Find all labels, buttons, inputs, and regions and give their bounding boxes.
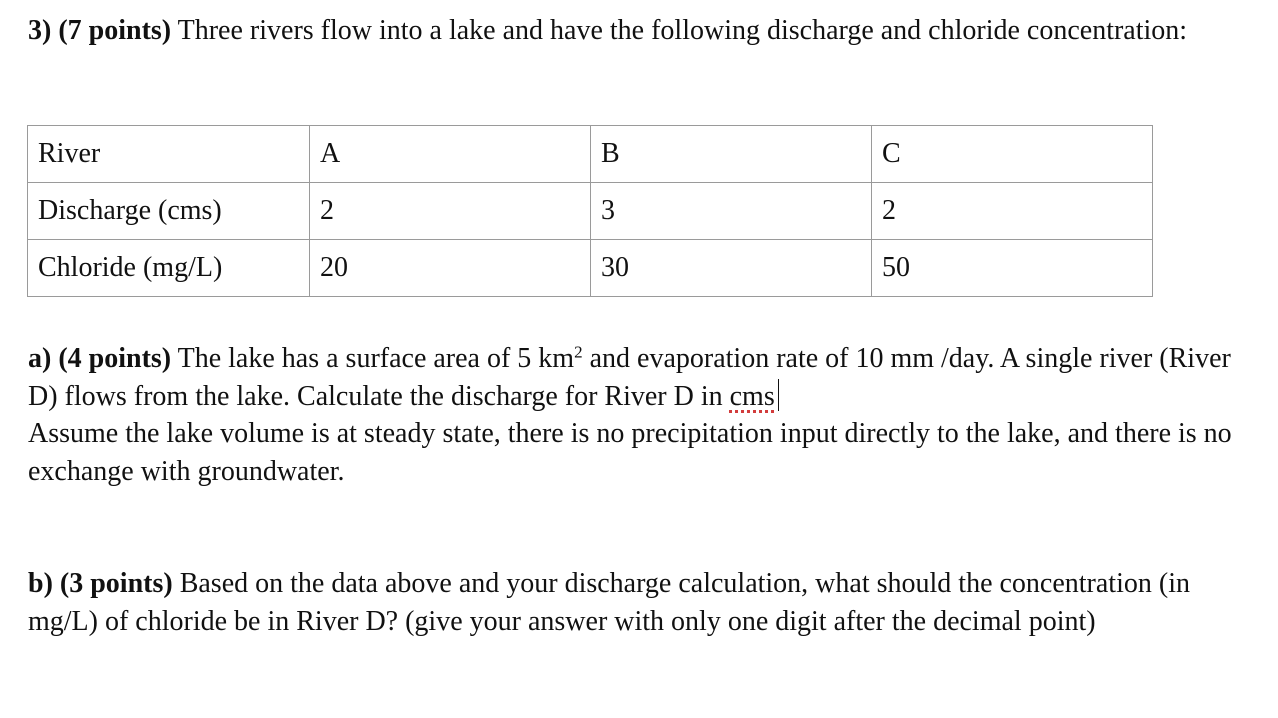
table-row bbox=[28, 240, 1153, 297]
part-a-label: a) (4 points) bbox=[28, 343, 172, 374]
part-a-text-2: and evaporation rate of 10 mm /day. A single river (River D) flows from the lake. Calculate the discharge for River D in bbox=[28, 343, 1231, 412]
text-cursor bbox=[778, 379, 779, 411]
part-a-text-1: The lake has a surface area of 5 km bbox=[177, 343, 575, 374]
table-cell: C bbox=[872, 126, 1153, 183]
superscript-2: 2 bbox=[574, 342, 583, 362]
table-cell: River bbox=[28, 126, 310, 183]
question-text: Three rivers flow into a lake and have the following discharge and chloride concentration: bbox=[177, 15, 1188, 46]
table-cell: 30 bbox=[591, 240, 872, 297]
river-data-table bbox=[27, 125, 1153, 297]
part-b-label: b) (3 points) bbox=[28, 568, 173, 599]
part-a[interactable] bbox=[28, 340, 1253, 490]
table-cell: 50 bbox=[872, 240, 1153, 297]
part-b bbox=[28, 565, 1253, 640]
table-cell: Chloride (mg/L) bbox=[28, 240, 310, 297]
table-cell: A bbox=[310, 126, 591, 183]
table-cell: 20 bbox=[310, 240, 591, 297]
table-cell: 2 bbox=[872, 183, 1153, 240]
part-b-text: Based on the data above and your discharge calculation, what should the concentration (in mg/L) of chloride be in River D? (give your answer with only one digit after the decimal point) bbox=[28, 568, 1190, 637]
table-cell: 2 bbox=[310, 183, 591, 240]
question-label: 3) (7 points) bbox=[28, 15, 172, 46]
table-header-row bbox=[28, 126, 1153, 183]
part-a-text-3: Assume the lake volume is at steady state, there is no precipitation input directly to the lake, and there is no exchange with groundwater. bbox=[28, 418, 1232, 487]
table-cell: Discharge (cms) bbox=[28, 183, 310, 240]
table-cell: 3 bbox=[591, 183, 872, 240]
table-cell: B bbox=[591, 126, 872, 183]
question-header bbox=[28, 12, 1253, 50]
table-row bbox=[28, 183, 1153, 240]
misspelled-word[interactable]: cms bbox=[729, 380, 775, 412]
